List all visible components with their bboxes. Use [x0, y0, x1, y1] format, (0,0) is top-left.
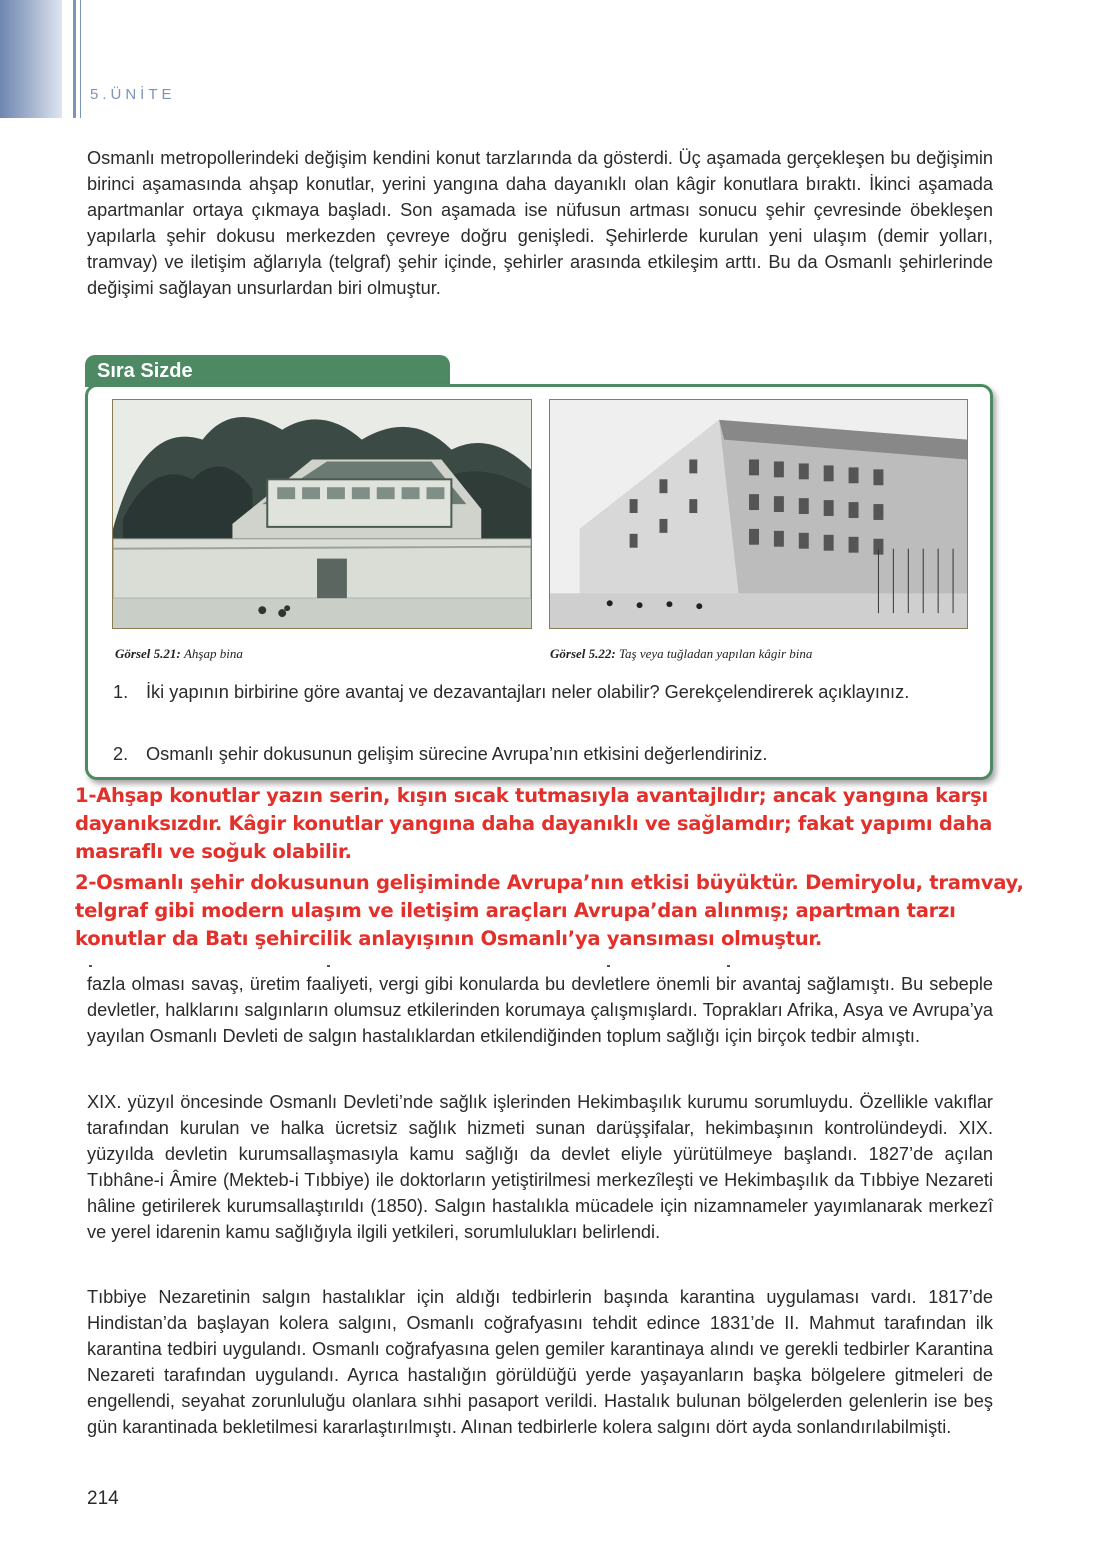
wooden-house-image [112, 399, 532, 629]
corner-decoration [0, 0, 62, 118]
question-2 [113, 741, 973, 767]
question-text: Osmanlı şehir dokusunun gelişim sürecine Avrupa’nın etkisini değerlendiriniz. [146, 744, 768, 764]
question-number: 1. [113, 682, 129, 702]
body-paragraph: XIX. yüzyıl öncesinde Osmanlı Devleti’nde sağlık işlerinden Hekimbaşılık kurumu sorumluydu. Özellikle vakıflar tarafından kurulan ve halka ücretsiz sağlık hizmeti sunan darüşşifalar, hekimbaşının kontrolündeydi. XIX. yüzyılda devletin kurumsallaşmasıyla kamu sağlığı da devlet eliyle yürütülmeye başlandı. 1827’de açılan Tıbhâne-i Âmire (Mekteb-i Tıbbiye) ile doktorların yetiştirilmesi merkezîleşti ve Hekimbaşılık da Tıbbiye Nezareti hâline getirilerek kurumsallaştırıldı (1850). Salgın hastalıkla mücadele için nizamnameler yayımlanarak merkezî ve yerel idarenin kamu sağlığıyla ilgili yetkileri, sorumlulukları belirlendi. [87, 1092, 993, 1242]
caption-text: Ahşap bina [183, 646, 243, 661]
body-paragraph: fazla olması savaş, üretim faaliyeti, vergi gibi konularda bu devletlere önemli bir avantaj sağlamıştı. Bu sebeple devletler, halklarını salgınların olumsuz etkilerinden korumaya çalışmışlardı. Toprakları Afrika, Asya ve Avrupa’ya yayılan Osmanlı Devleti de salgın hastalıklardan etkilendiğinden toplum sağlığı için birçok tedbir almıştı. [87, 974, 993, 1046]
unit-label: 5.ÜNİTE [90, 86, 176, 103]
answer-2: 2-Osmanlı şehir dokusunun gelişiminde Avrupa’nın etkisi büyüktür. Demiryolu, tramvay, telgraf gibi modern ulaşım ve iletişim araçları Avrupa’dan alınmış; apartman tarzı konutlar da Batı şehircilik anlayışının Osmanlı’ya yansıması olmuştur. [75, 871, 1024, 950]
header-rule-thin [80, 0, 81, 118]
answer-1: 1-Ahşap konutlar yazın serin, kışın sıcak tutmasıyla avantajlıdır; ancak yangına karşı dayanıksızdır. Kâgir konutlar yangına daha dayanıklı ve sağlamdır; fakat yapımı daha masraflı ve soğuk olabilir. [75, 784, 993, 863]
clipped-text-line [87, 955, 993, 969]
caption-label: Görsel 5.22: [550, 646, 616, 661]
header-rule [73, 0, 76, 118]
body-paragraph: Tıbbiye Nezaretinin salgın hastalıklar için aldığı tedbirlerin başında karantina uygulaması vardı. 1817’de Hindistan’da başlayan kolera salgını, Osmanlı coğrafyasını tehdit edince 1831’de II. Mahmut tarafından ilk karantina tedbiri uygulandı. Osmanlı coğrafyasına gelen gemiler karantinaya alındı ve gerekli tedbirler Karantina Nezareti tarafından uygulandı. Ayrıca hastalığın görüldüğü yerde yaşayanların başka bölgelere gitmeleri de engellendi, seyahat zorunluluğu olanlara sıhhi pasaport verildi. Hastalık bulunan bölgelerden gelenlerin ise beş gün karantinada bekletilmesi kararlaştırılmıştı. Alınan tedbirlerle kolera salgını dört ayda sonlandırılabilmişti. [87, 1287, 993, 1437]
caption-label: Görsel 5.21: [115, 646, 181, 661]
question-number: 2. [113, 744, 129, 764]
intro-paragraph: Osmanlı metropollerindeki değişim kendini konut tarzlarında da gösterdi. Üç aşamada gerçekleşen bu değişimin birinci aşamasında ahşap konutlar, yerini yangına daha dayanıklı olan kâgir konutlara bıraktı. İkinci aşamada apartmanlar ortaya çıkmaya başladı. Son aşamada ise nüfusun artması sonucu şehir çevresinde öbekleşen yapılarla şehir dokusu merkezden çevreye doğru genişledi. Şehirlerde kurulan yeni ulaşım (demir yolları, tramvay) ve iletişim ağlarıyla (telgraf) şehir içinde, şehirler arasında etkileşim arttı. Bu da Osmanlı şehirlerinde değişimi sağlayan unsurlardan biri olmuştur. [87, 148, 993, 298]
caption-text: Taş veya tuğladan yapılan kâgir bina [618, 646, 813, 661]
masonry-building-image [549, 399, 968, 629]
image-caption-wooden [115, 646, 243, 662]
activity-box-title: Sıra Sizde [85, 355, 450, 387]
question-1 [113, 679, 973, 705]
question-text: İki yapının birbirine göre avantaj ve dezavantajları neler olabilir? Gerekçelendirerek açıklayınız. [146, 682, 910, 702]
page-number: 214 [87, 1488, 119, 1509]
image-caption-masonry [550, 646, 812, 662]
